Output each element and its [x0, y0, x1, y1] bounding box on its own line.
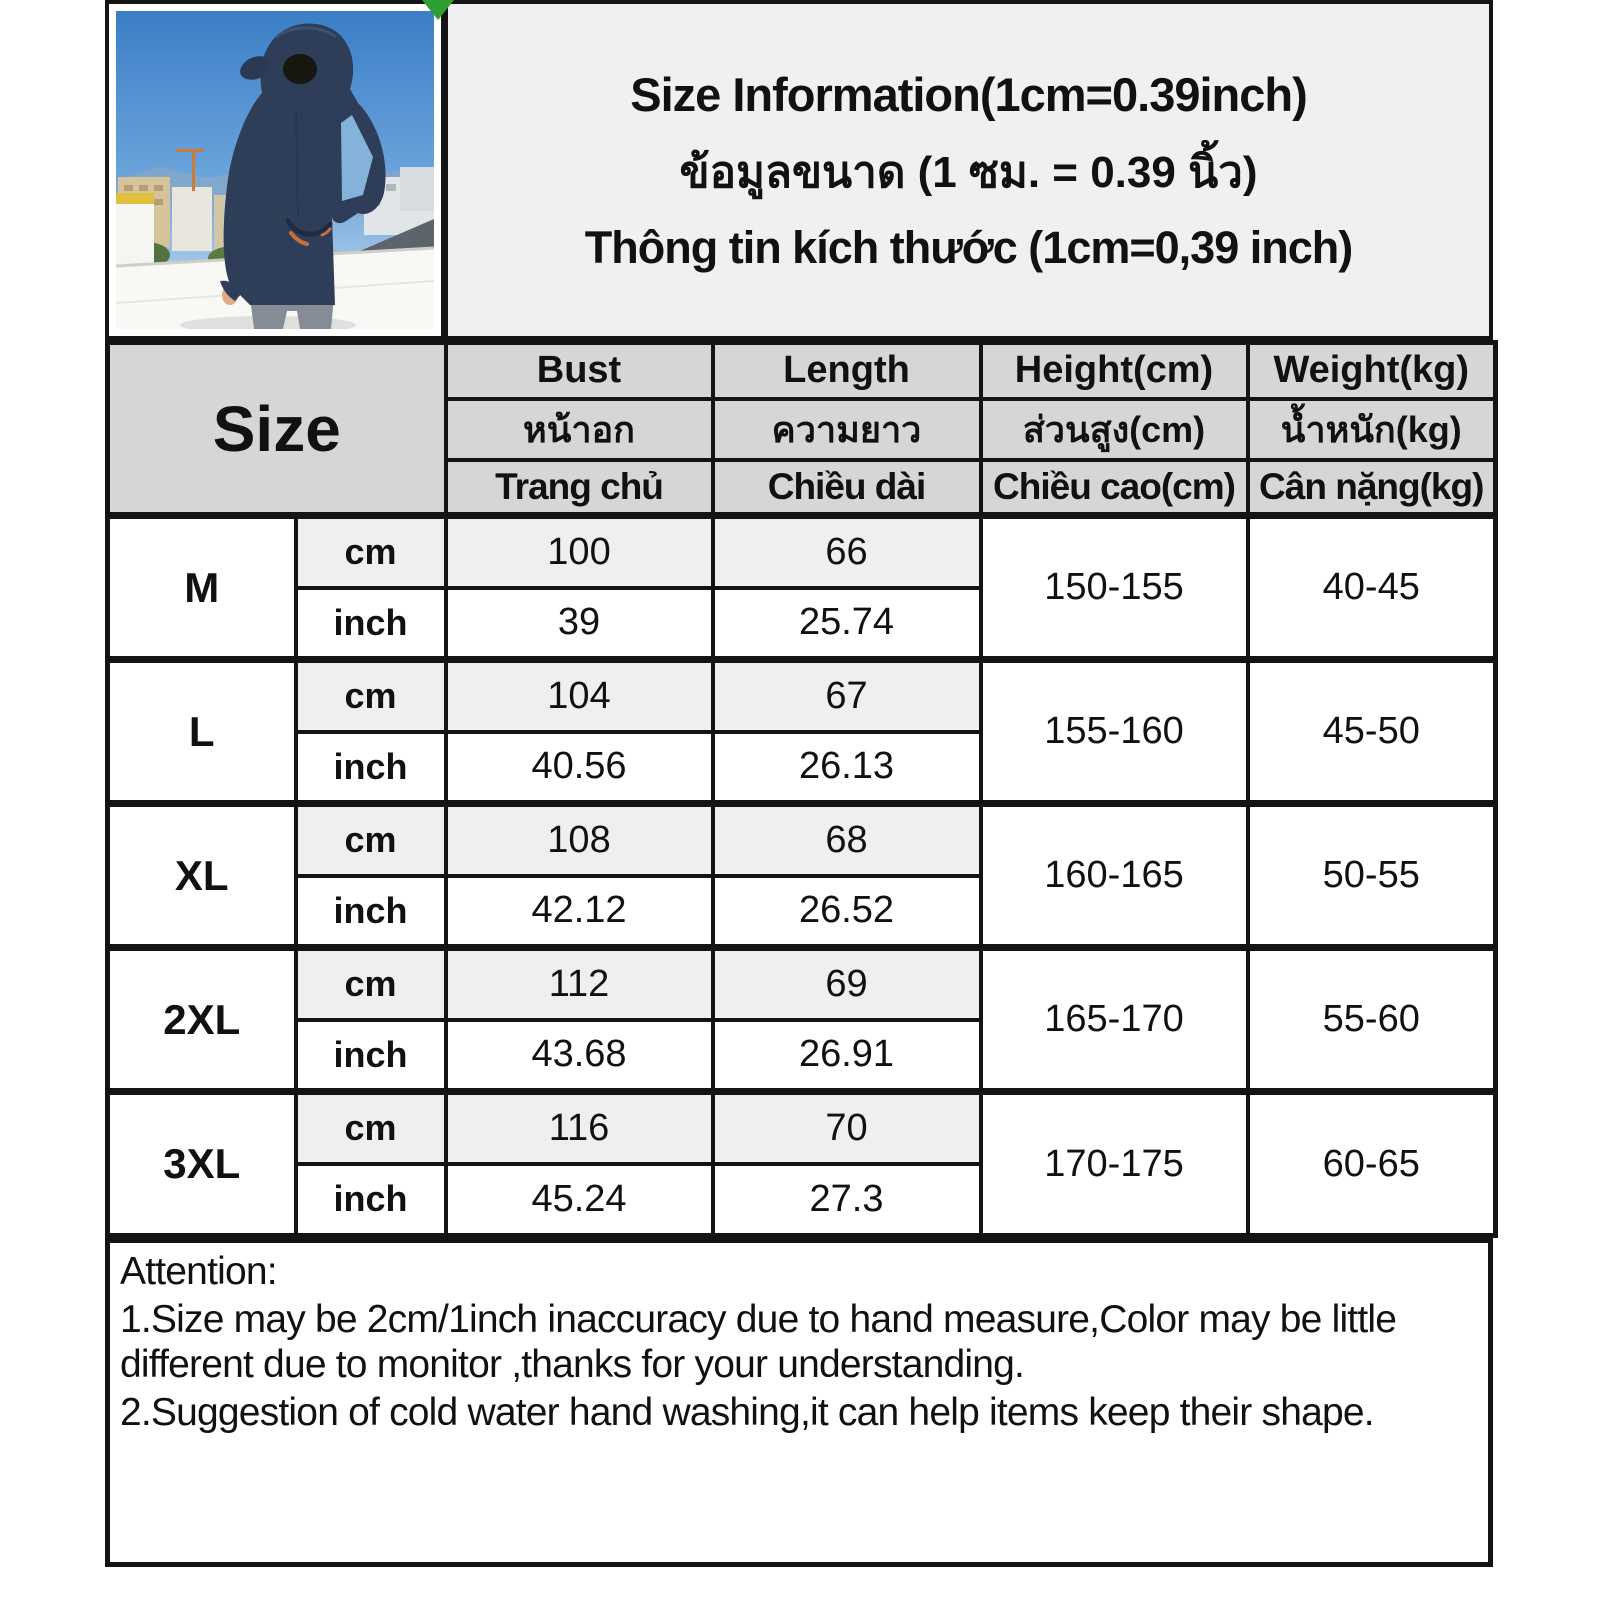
attention-line-1: 1.Size may be 2cm/1inch inaccuracy due to hand measure,Color may be little different due to monitor ,thanks for your understanding. [120, 1297, 1397, 1387]
title-panel [445, 0, 1493, 340]
table-row [108, 660, 1496, 732]
unit-cm: cm [296, 1092, 446, 1164]
product-photo-illustration [116, 11, 434, 329]
height-range: 170-175 [981, 1092, 1248, 1236]
unit-cm: cm [296, 948, 446, 1020]
col-bust-th: หน้าอก [446, 399, 713, 460]
bust-inch: 43.68 [446, 1020, 713, 1092]
height-range: 150-155 [981, 516, 1248, 660]
col-length-en: Length [713, 343, 981, 399]
col-weight-th: น้ำหนัก(kg) [1248, 399, 1496, 460]
table-row [108, 1092, 1496, 1164]
height-range: 155-160 [981, 660, 1248, 804]
title-vietnamese: Thông tin kích thước (1cm=0,39 inch) [584, 221, 1353, 273]
size-header-cell: Size [108, 343, 446, 516]
title-thai: ข้อมูลขนาด (1 ซม. = 0.39 นิ้ว) [679, 147, 1258, 197]
weight-range: 40-45 [1248, 516, 1496, 660]
size-label: 2XL [108, 948, 296, 1092]
unit-inch: inch [296, 1020, 446, 1092]
bust-inch: 40.56 [446, 732, 713, 804]
size-chart-page [105, 0, 1493, 1567]
title-english: Size Information(1cm=0.39inch) [630, 67, 1307, 121]
length-inch: 26.13 [713, 732, 981, 804]
height-range: 165-170 [981, 948, 1248, 1092]
length-cm: 69 [713, 948, 981, 1020]
unit-inch: inch [296, 732, 446, 804]
bust-cm: 104 [446, 660, 713, 732]
weight-range: 50-55 [1248, 804, 1496, 948]
unit-inch: inch [296, 876, 446, 948]
table-row [108, 516, 1496, 588]
size-label: 3XL [108, 1092, 296, 1236]
length-inch: 25.74 [713, 588, 981, 660]
length-cm: 67 [713, 660, 981, 732]
unit-inch: inch [296, 588, 446, 660]
bust-cm: 112 [446, 948, 713, 1020]
length-cm: 66 [713, 516, 981, 588]
col-length-th: ความยาว [713, 399, 981, 460]
table-row [108, 804, 1496, 876]
bust-cm: 100 [446, 516, 713, 588]
size-table [105, 340, 1498, 1238]
size-label: M [108, 516, 296, 660]
attention-heading: Attention: [120, 1250, 277, 1293]
weight-range: 45-50 [1248, 660, 1496, 804]
bust-inch: 45.24 [446, 1164, 713, 1236]
product-photo [105, 0, 445, 340]
col-height-en: Height(cm) [981, 343, 1248, 399]
attention-box [105, 1238, 1493, 1567]
length-inch: 26.91 [713, 1020, 981, 1092]
top-section [105, 0, 1493, 340]
table-row [108, 948, 1496, 1020]
col-length-vi: Chiều dài [713, 460, 981, 516]
weight-range: 60-65 [1248, 1092, 1496, 1236]
length-cm: 70 [713, 1092, 981, 1164]
col-weight-en: Weight(kg) [1248, 343, 1496, 399]
col-height-vi: Chiều cao(cm) [981, 460, 1248, 516]
weight-range: 55-60 [1248, 948, 1496, 1092]
length-cm: 68 [713, 804, 981, 876]
unit-cm: cm [296, 804, 446, 876]
bust-inch: 39 [446, 588, 713, 660]
size-label: XL [108, 804, 296, 948]
size-label: L [108, 660, 296, 804]
height-range: 160-165 [981, 804, 1248, 948]
unit-inch: inch [296, 1164, 446, 1236]
length-inch: 27.3 [713, 1164, 981, 1236]
unit-cm: cm [296, 660, 446, 732]
length-inch: 26.52 [713, 876, 981, 948]
col-bust-vi: Trang chủ [446, 460, 713, 516]
col-weight-vi: Cân nặng(kg) [1248, 460, 1496, 516]
bust-inch: 42.12 [446, 876, 713, 948]
col-height-th: ส่วนสูง(cm) [981, 399, 1248, 460]
attention-line-2: 2.Suggestion of cold water hand washing,it can help items keep their shape. [120, 1390, 1374, 1434]
bust-cm: 108 [446, 804, 713, 876]
bust-cm: 116 [446, 1092, 713, 1164]
col-bust-en: Bust [446, 343, 713, 399]
unit-cm: cm [296, 516, 446, 588]
